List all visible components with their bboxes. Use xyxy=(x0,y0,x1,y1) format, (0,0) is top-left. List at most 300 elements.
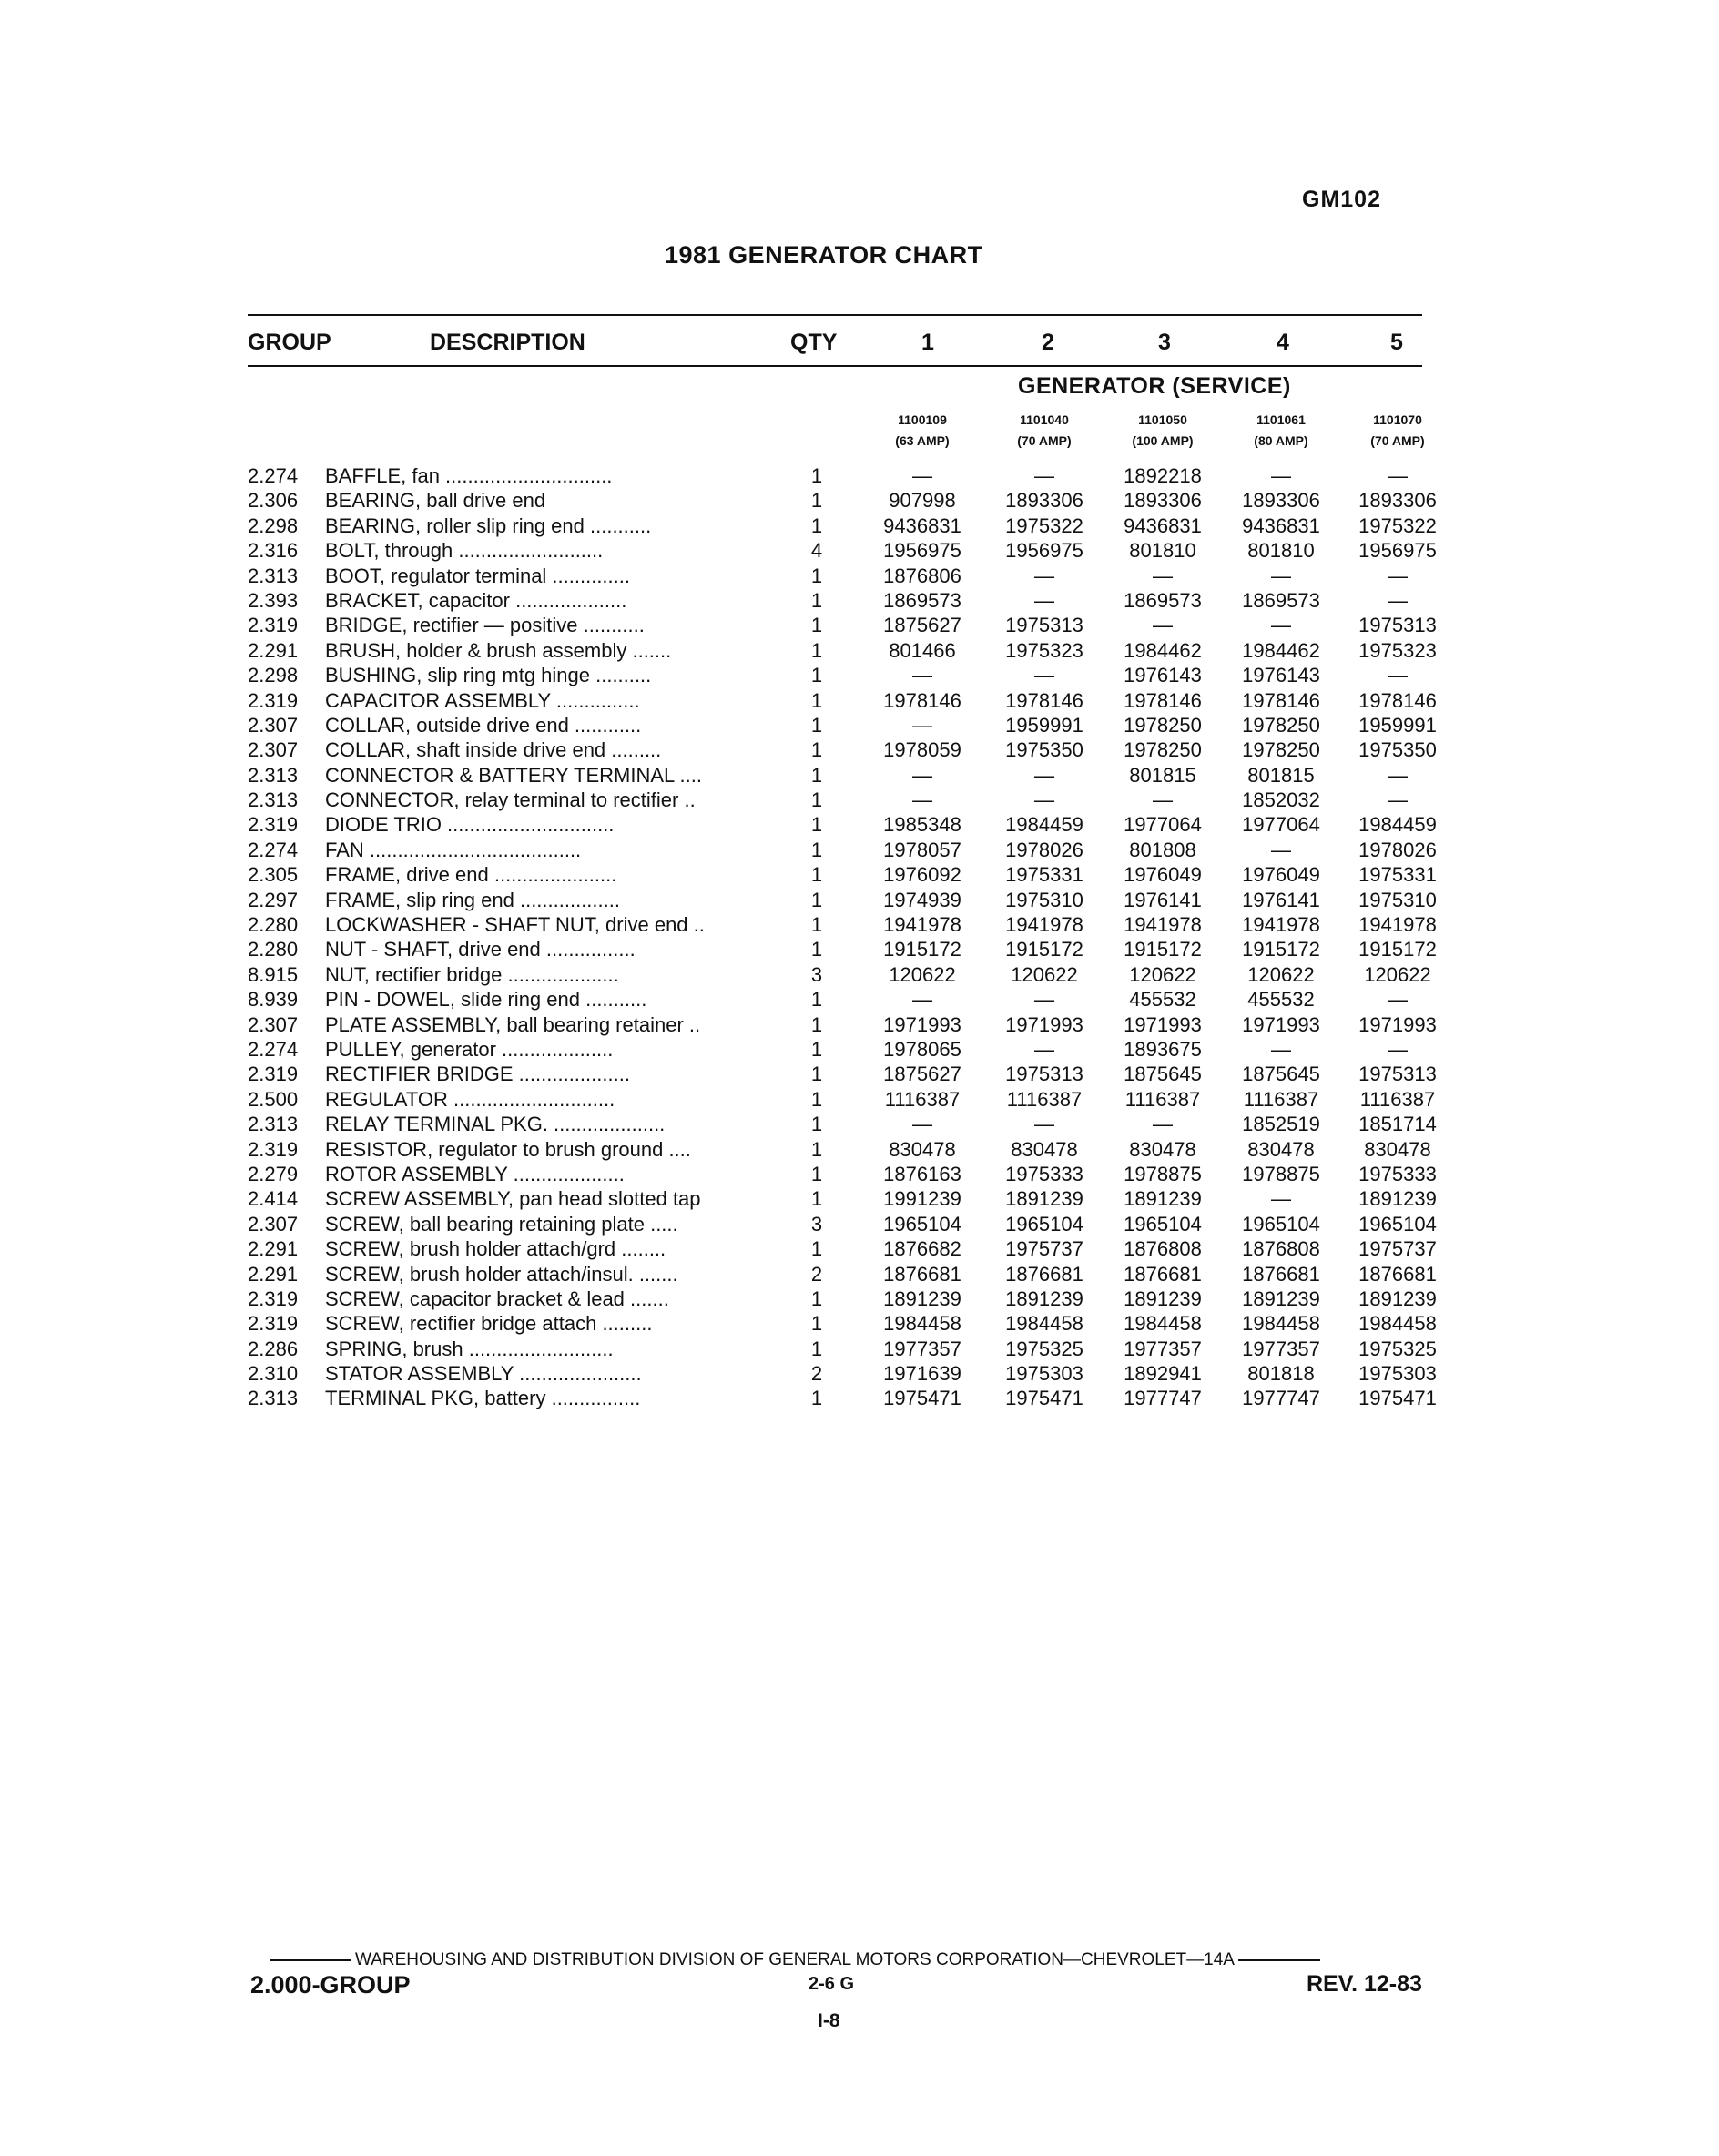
row-group-code: 2.319 xyxy=(248,1286,299,1310)
row-part-number-model-5: 1116387 xyxy=(1359,1087,1436,1111)
row-group-code: 2.414 xyxy=(248,1187,299,1211)
row-group-code: 2.291 xyxy=(248,1262,299,1286)
row-part-number-model-1: 1875627 xyxy=(883,614,961,637)
row-part-number-model-4: 120622 xyxy=(1247,962,1315,986)
row-description: FRAME, slip ring end .................. xyxy=(325,888,620,911)
row-part-number-model-2: — xyxy=(1034,988,1054,1012)
row-qty: 3 xyxy=(810,962,823,986)
row-group-code: 2.291 xyxy=(248,638,299,662)
row-part-number-model-2: 1975323 xyxy=(1005,638,1083,662)
row-part-number-model-4: 1971993 xyxy=(1242,1012,1320,1036)
row-group-code: 8.939 xyxy=(248,988,299,1012)
row-part-number-model-4: 1976143 xyxy=(1242,664,1320,687)
row-part-number-model-5: 1893306 xyxy=(1358,489,1437,513)
row-part-number-model-5: — xyxy=(1388,564,1408,587)
table-row xyxy=(248,1162,1449,1186)
row-part-number-model-1: 1876163 xyxy=(883,1162,961,1185)
row-qty: 1 xyxy=(810,813,823,837)
row-part-number-model-4: 9436831 xyxy=(1242,514,1320,537)
row-part-number-model-3: 801815 xyxy=(1129,763,1196,787)
row-group-code: 2.316 xyxy=(248,539,299,563)
row-group-code: 2.286 xyxy=(248,1337,299,1360)
row-part-number-model-4: 801810 xyxy=(1247,539,1315,563)
row-part-number-model-1: — xyxy=(912,464,932,487)
row-part-number-model-1: 801466 xyxy=(889,638,956,662)
row-part-number-model-3: — xyxy=(1153,614,1173,637)
footer-revision: REV. 12-83 xyxy=(1307,1971,1422,1997)
row-part-number-model-1: — xyxy=(912,664,932,687)
table-row xyxy=(248,564,1449,588)
row-part-number-model-3: 1976143 xyxy=(1124,664,1202,687)
footer-division-text: WAREHOUSING AND DISTRIBUTION DIVISION OF GENERAL MOTORS CORPORATION—CHEVROLET—14A xyxy=(355,1950,1235,1969)
generator-part-header xyxy=(863,410,982,452)
table-row xyxy=(248,1286,1449,1311)
row-part-number-model-4: — xyxy=(1271,1187,1291,1211)
table-row xyxy=(248,763,1449,788)
row-part-number-model-3: 1915172 xyxy=(1124,938,1202,961)
row-qty: 1 xyxy=(810,1162,823,1185)
row-qty: 1 xyxy=(810,564,823,587)
row-group-code: 2.298 xyxy=(248,664,299,687)
row-description: BAFFLE, fan .............................. xyxy=(325,464,613,487)
table-row xyxy=(248,514,1449,538)
row-group-code: 2.393 xyxy=(248,588,299,612)
row-description: NUT, rectifier bridge .................... xyxy=(325,962,619,986)
generator-rating: (100 AMP) xyxy=(1132,433,1194,448)
row-description: FAN ...................................... xyxy=(325,838,582,861)
table-row xyxy=(248,862,1449,887)
row-part-number-model-1: — xyxy=(912,788,932,812)
row-part-number-model-5: 1975322 xyxy=(1358,514,1437,537)
generator-part-number: 1100109 xyxy=(898,412,947,427)
row-part-number-model-5: 1975331 xyxy=(1358,863,1437,887)
footer-group: 2.000-GROUP xyxy=(250,1971,411,1998)
row-group-code: 2.297 xyxy=(248,888,299,911)
row-part-number-model-1: 9436831 xyxy=(883,514,961,537)
row-part-number-model-2: — xyxy=(1034,464,1054,487)
row-part-number-model-1: 1974939 xyxy=(883,888,961,911)
table-row xyxy=(248,463,1449,488)
table-row xyxy=(248,812,1449,837)
row-part-number-model-2: 830478 xyxy=(1011,1137,1078,1161)
row-part-number-model-3: 1876681 xyxy=(1124,1262,1202,1286)
row-description: REGULATOR ............................. xyxy=(325,1087,615,1111)
row-part-number-model-1: 1976092 xyxy=(883,863,961,887)
generator-part-header xyxy=(985,410,1104,452)
row-part-number-model-2: 1975333 xyxy=(1005,1162,1083,1185)
table-row xyxy=(248,613,1449,637)
table-row xyxy=(248,1262,1449,1286)
row-part-number-model-4: 1116387 xyxy=(1243,1087,1319,1111)
generator-part-number: 1101040 xyxy=(1020,412,1069,427)
row-part-number-model-3: 1984458 xyxy=(1124,1312,1202,1336)
row-part-number-model-3: 1971993 xyxy=(1124,1012,1202,1036)
table-row xyxy=(248,1337,1449,1361)
row-part-number-model-5: 1975303 xyxy=(1358,1362,1437,1386)
row-part-number-model-1: 1978057 xyxy=(883,838,961,861)
table-row xyxy=(248,713,1449,737)
column-header-model-2: 2 xyxy=(1042,330,1054,355)
row-description: SCREW, brush holder attach/insul. ....... xyxy=(325,1262,678,1286)
row-part-number-model-2: 1975313 xyxy=(1005,614,1083,637)
row-part-number-model-3: 801808 xyxy=(1129,838,1196,861)
row-part-number-model-5: 1851714 xyxy=(1358,1113,1437,1136)
header-rule-mid xyxy=(248,365,1422,367)
row-part-number-model-2: — xyxy=(1034,588,1054,612)
row-part-number-model-2: 1978026 xyxy=(1005,838,1083,861)
table-row xyxy=(248,1212,1449,1236)
row-group-code: 2.274 xyxy=(248,1037,299,1061)
table-row xyxy=(248,912,1449,937)
column-header-model-4: 4 xyxy=(1277,330,1289,355)
row-part-number-model-5: 1891239 xyxy=(1358,1286,1437,1310)
row-group-code: 2.313 xyxy=(248,564,299,587)
table-row xyxy=(248,1137,1449,1162)
row-part-number-model-3: 1977064 xyxy=(1124,813,1202,837)
row-qty: 1 xyxy=(810,1187,823,1211)
row-part-number-model-3: 1978250 xyxy=(1124,738,1202,762)
row-part-number-model-2: 1891239 xyxy=(1005,1187,1083,1211)
row-qty: 1 xyxy=(810,788,823,812)
table-row xyxy=(248,1037,1449,1062)
row-description: FRAME, drive end ...................... xyxy=(325,863,617,887)
generator-part-number: 1101061 xyxy=(1256,412,1306,427)
page-number: I-8 xyxy=(818,2010,840,2031)
table-row xyxy=(248,1112,1449,1136)
row-part-number-model-2: 1965104 xyxy=(1005,1212,1083,1236)
row-description: PIN - DOWEL, slide ring end ........... xyxy=(325,988,647,1012)
row-part-number-model-4: 1941978 xyxy=(1242,913,1320,937)
row-part-number-model-4: 1891239 xyxy=(1242,1286,1320,1310)
row-part-number-model-2: — xyxy=(1034,664,1054,687)
row-description: RESISTOR, regulator to brush ground .... xyxy=(325,1137,691,1161)
row-part-number-model-2: 1891239 xyxy=(1005,1286,1083,1310)
row-part-number-model-3: 1869573 xyxy=(1124,588,1202,612)
generator-rating: (63 AMP) xyxy=(895,433,950,448)
row-part-number-model-5: 1975350 xyxy=(1358,738,1437,762)
row-part-number-model-2: 1959991 xyxy=(1005,713,1083,737)
row-part-number-model-3: 1976141 xyxy=(1124,888,1202,911)
row-part-number-model-3: 455532 xyxy=(1129,988,1196,1012)
row-part-number-model-3: 120622 xyxy=(1129,962,1196,986)
row-description: CAPACITOR ASSEMBLY ............... xyxy=(325,688,640,712)
row-part-number-model-5: 1891239 xyxy=(1358,1187,1437,1211)
row-part-number-model-1: 1978059 xyxy=(883,738,961,762)
row-part-number-model-4: 1978875 xyxy=(1242,1162,1320,1185)
row-qty: 1 xyxy=(810,614,823,637)
parts-table-body xyxy=(248,463,1449,1411)
row-part-number-model-3: 1984462 xyxy=(1124,638,1202,662)
row-group-code: 2.319 xyxy=(248,614,299,637)
row-group-code: 2.313 xyxy=(248,1113,299,1136)
row-group-code: 2.279 xyxy=(248,1162,299,1185)
row-part-number-model-4: 1869573 xyxy=(1242,588,1320,612)
row-part-number-model-1: 907998 xyxy=(889,489,956,513)
row-qty: 1 xyxy=(810,588,823,612)
generator-part-number: 1101050 xyxy=(1138,412,1187,427)
table-row xyxy=(248,937,1449,961)
row-part-number-model-2: — xyxy=(1034,788,1054,812)
row-part-number-model-4: 1977357 xyxy=(1242,1337,1320,1360)
row-part-number-model-4: — xyxy=(1271,564,1291,587)
row-description: BRUSH, holder & brush assembly ....... xyxy=(325,638,672,662)
row-qty: 1 xyxy=(810,489,823,513)
row-part-number-model-1: 1915172 xyxy=(883,938,961,961)
row-part-number-model-4: 1976141 xyxy=(1242,888,1320,911)
row-part-number-model-1: 1876681 xyxy=(883,1262,961,1286)
generator-rating: (70 AMP) xyxy=(1017,433,1072,448)
row-description: SCREW, ball bearing retaining plate ..... xyxy=(325,1212,678,1236)
row-part-number-model-5: — xyxy=(1388,763,1408,787)
row-part-number-model-3: 1977357 xyxy=(1124,1337,1202,1360)
table-row xyxy=(248,987,1449,1012)
row-qty: 1 xyxy=(810,638,823,662)
row-qty: 1 xyxy=(810,464,823,487)
row-part-number-model-3: 830478 xyxy=(1129,1137,1196,1161)
row-part-number-model-4: — xyxy=(1271,838,1291,861)
row-group-code: 2.274 xyxy=(248,464,299,487)
row-description: BRACKET, capacitor .................... xyxy=(325,588,627,612)
header-rule-top xyxy=(248,314,1422,316)
row-qty: 3 xyxy=(810,1212,823,1236)
row-group-code: 2.280 xyxy=(248,913,299,937)
row-part-number-model-2: 1984458 xyxy=(1005,1312,1083,1336)
row-description: COLLAR, shaft inside drive end ......... xyxy=(325,738,662,762)
row-part-number-model-4: 1876808 xyxy=(1242,1237,1320,1261)
row-qty: 1 xyxy=(810,713,823,737)
row-part-number-model-3: — xyxy=(1153,788,1173,812)
row-group-code: 2.298 xyxy=(248,514,299,537)
row-qty: 1 xyxy=(810,863,823,887)
row-group-code: 2.307 xyxy=(248,1212,299,1236)
row-part-number-model-3: 1893675 xyxy=(1124,1037,1202,1061)
generator-rating: (80 AMP) xyxy=(1254,433,1308,448)
row-part-number-model-2: 1975313 xyxy=(1005,1063,1083,1086)
row-part-number-model-1: — xyxy=(912,1113,932,1136)
table-row xyxy=(248,888,1449,912)
generator-part-number: 1101070 xyxy=(1373,412,1422,427)
row-part-number-model-5: 1978146 xyxy=(1358,688,1437,712)
row-part-number-model-5: — xyxy=(1388,664,1408,687)
table-row xyxy=(248,1361,1449,1386)
row-part-number-model-1: 1984458 xyxy=(883,1312,961,1336)
generator-service-subheader: GENERATOR (SERVICE) xyxy=(1018,373,1291,399)
row-description: RECTIFIER BRIDGE .................... xyxy=(325,1063,630,1086)
row-group-code: 2.274 xyxy=(248,838,299,861)
table-row xyxy=(248,788,1449,812)
row-description: BRIDGE, rectifier — positive ........... xyxy=(325,614,645,637)
row-part-number-model-3: 1891239 xyxy=(1124,1187,1202,1211)
row-part-number-model-3: 1978875 xyxy=(1124,1162,1202,1185)
row-qty: 2 xyxy=(810,1262,823,1286)
table-row xyxy=(248,1236,1449,1261)
column-header-model-1: 1 xyxy=(921,330,934,355)
row-description: ROTOR ASSEMBLY .................... xyxy=(325,1162,625,1185)
row-part-number-model-4: — xyxy=(1271,1037,1291,1061)
row-group-code: 2.313 xyxy=(248,1387,299,1410)
table-row xyxy=(248,737,1449,762)
row-description: COLLAR, outside drive end ............ xyxy=(325,713,642,737)
row-qty: 1 xyxy=(810,1286,823,1310)
row-part-number-model-2: 1975303 xyxy=(1005,1362,1083,1386)
row-group-code: 8.915 xyxy=(248,962,299,986)
row-description: CONNECTOR & BATTERY TERMINAL .... xyxy=(325,763,703,787)
row-part-number-model-3: 1891239 xyxy=(1124,1286,1202,1310)
row-part-number-model-3: 1876808 xyxy=(1124,1237,1202,1261)
row-qty: 1 xyxy=(810,1087,823,1111)
row-part-number-model-5: 1978026 xyxy=(1358,838,1437,861)
row-part-number-model-2: — xyxy=(1034,564,1054,587)
row-group-code: 2.319 xyxy=(248,1137,299,1161)
row-qty: 1 xyxy=(810,1312,823,1336)
table-row xyxy=(248,1186,1449,1211)
row-group-code: 2.291 xyxy=(248,1237,299,1261)
row-qty: 1 xyxy=(810,738,823,762)
row-part-number-model-4: 1875645 xyxy=(1242,1063,1320,1086)
generator-part-header xyxy=(1104,410,1222,452)
row-part-number-model-4: 801818 xyxy=(1247,1362,1315,1386)
row-description: RELAY TERMINAL PKG. .................... xyxy=(325,1113,666,1136)
row-part-number-model-5: 1975323 xyxy=(1358,638,1437,662)
row-part-number-model-2: 1975471 xyxy=(1005,1387,1083,1410)
footer-rule-left xyxy=(270,1959,351,1961)
row-qty: 1 xyxy=(810,838,823,861)
row-description: SPRING, brush .......................... xyxy=(325,1337,614,1360)
row-description: PLATE ASSEMBLY, ball bearing retainer .. xyxy=(325,1012,701,1036)
row-part-number-model-3: 1976049 xyxy=(1124,863,1202,887)
row-part-number-model-5: 1965104 xyxy=(1358,1212,1437,1236)
row-part-number-model-1: 1971639 xyxy=(883,1362,961,1386)
row-part-number-model-3: 801810 xyxy=(1129,539,1196,563)
row-part-number-model-3: — xyxy=(1153,1113,1173,1136)
row-group-code: 2.310 xyxy=(248,1362,299,1386)
row-part-number-model-4: 1965104 xyxy=(1242,1212,1320,1236)
row-part-number-model-5: 1975737 xyxy=(1358,1237,1437,1261)
column-header-description: DESCRIPTION xyxy=(430,330,585,355)
row-part-number-model-3: 9436831 xyxy=(1124,514,1202,537)
row-part-number-model-4: 1893306 xyxy=(1242,489,1320,513)
row-part-number-model-5: 1975333 xyxy=(1358,1162,1437,1185)
row-part-number-model-2: 1975350 xyxy=(1005,738,1083,762)
row-qty: 1 xyxy=(810,1137,823,1161)
row-qty: 1 xyxy=(810,913,823,937)
row-part-number-model-3: 1977747 xyxy=(1124,1387,1202,1410)
row-part-number-model-5: 1975313 xyxy=(1358,614,1437,637)
row-part-number-model-5: — xyxy=(1388,588,1408,612)
table-row xyxy=(248,962,1449,987)
row-description: BOLT, through .......................... xyxy=(325,539,604,563)
row-part-number-model-1: 120622 xyxy=(889,962,956,986)
row-group-code: 2.280 xyxy=(248,938,299,961)
footer-rule-right xyxy=(1238,1959,1320,1961)
row-group-code: 2.319 xyxy=(248,813,299,837)
row-part-number-model-5: 1956975 xyxy=(1358,539,1437,563)
row-part-number-model-2: 1975322 xyxy=(1005,514,1083,537)
row-part-number-model-3: — xyxy=(1153,564,1173,587)
row-qty: 1 xyxy=(810,1113,823,1136)
row-part-number-model-5: 1975471 xyxy=(1358,1387,1437,1410)
row-part-number-model-4: 1978146 xyxy=(1242,688,1320,712)
row-description: TERMINAL PKG, battery ................ xyxy=(325,1387,641,1410)
row-part-number-model-4: 1852032 xyxy=(1242,788,1320,812)
row-qty: 1 xyxy=(810,1037,823,1061)
generator-rating: (70 AMP) xyxy=(1370,433,1425,448)
row-part-number-model-5: 1915172 xyxy=(1358,938,1437,961)
row-part-number-model-4: 1984458 xyxy=(1242,1312,1320,1336)
row-qty: 4 xyxy=(810,539,823,563)
row-part-number-model-4: 1977747 xyxy=(1242,1387,1320,1410)
row-group-code: 2.500 xyxy=(248,1087,299,1111)
row-part-number-model-1: 830478 xyxy=(889,1137,956,1161)
row-part-number-model-2: 1915172 xyxy=(1005,938,1083,961)
generator-part-header xyxy=(1338,410,1457,452)
row-part-number-model-5: — xyxy=(1388,464,1408,487)
row-part-number-model-1: 1977357 xyxy=(883,1337,961,1360)
row-part-number-model-2: — xyxy=(1034,1037,1054,1061)
column-header-qty: QTY xyxy=(790,330,838,355)
row-part-number-model-1: 1971993 xyxy=(883,1012,961,1036)
row-part-number-model-5: 120622 xyxy=(1364,962,1431,986)
row-part-number-model-5: 1984459 xyxy=(1358,813,1437,837)
column-header-group: GROUP xyxy=(248,330,331,355)
row-part-number-model-4: 1915172 xyxy=(1242,938,1320,961)
table-row xyxy=(248,538,1449,563)
row-part-number-model-1: 1985348 xyxy=(883,813,961,837)
row-part-number-model-3: 1941978 xyxy=(1124,913,1202,937)
footer-division-line xyxy=(266,1950,1324,1970)
row-part-number-model-2: 1971993 xyxy=(1005,1012,1083,1036)
row-qty: 1 xyxy=(810,988,823,1012)
row-part-number-model-3: 1875645 xyxy=(1124,1063,1202,1086)
row-qty: 1 xyxy=(810,1063,823,1086)
row-description: DIODE TRIO .............................. xyxy=(325,813,615,837)
row-part-number-model-2: 120622 xyxy=(1011,962,1078,986)
row-part-number-model-1: — xyxy=(912,763,932,787)
row-part-number-model-2: 1941978 xyxy=(1005,913,1083,937)
row-part-number-model-4: 1876681 xyxy=(1242,1262,1320,1286)
row-qty: 1 xyxy=(810,664,823,687)
row-description: STATOR ASSEMBLY ...................... xyxy=(325,1362,642,1386)
row-part-number-model-5: 1941978 xyxy=(1358,913,1437,937)
row-part-number-model-1: 1991239 xyxy=(883,1187,961,1211)
table-row xyxy=(248,663,1449,687)
row-qty: 1 xyxy=(810,1237,823,1261)
row-description: NUT - SHAFT, drive end ................ xyxy=(325,938,636,961)
row-part-number-model-4: 455532 xyxy=(1247,988,1315,1012)
row-group-code: 2.319 xyxy=(248,688,299,712)
row-qty: 1 xyxy=(810,1012,823,1036)
row-part-number-model-2: 1975325 xyxy=(1005,1337,1083,1360)
row-part-number-model-4: 801815 xyxy=(1247,763,1315,787)
row-group-code: 2.313 xyxy=(248,763,299,787)
row-part-number-model-5: 1975310 xyxy=(1358,888,1437,911)
row-part-number-model-5: 1975313 xyxy=(1358,1063,1437,1086)
row-part-number-model-1: 1869573 xyxy=(883,588,961,612)
row-description: BEARING, ball drive end xyxy=(325,489,546,513)
row-part-number-model-2: 1984459 xyxy=(1005,813,1083,837)
row-part-number-model-5: 1984458 xyxy=(1358,1312,1437,1336)
row-qty: 1 xyxy=(810,514,823,537)
row-part-number-model-5: 1876681 xyxy=(1358,1262,1437,1286)
table-row xyxy=(248,1386,1449,1410)
document-id: GM102 xyxy=(1302,187,1381,212)
row-qty: 2 xyxy=(810,1362,823,1386)
row-part-number-model-2: 1893306 xyxy=(1005,489,1083,513)
row-part-number-model-1: 1978146 xyxy=(883,688,961,712)
table-row xyxy=(248,1012,1449,1037)
row-part-number-model-3: 1978250 xyxy=(1124,713,1202,737)
row-part-number-model-5: 1971993 xyxy=(1358,1012,1437,1036)
